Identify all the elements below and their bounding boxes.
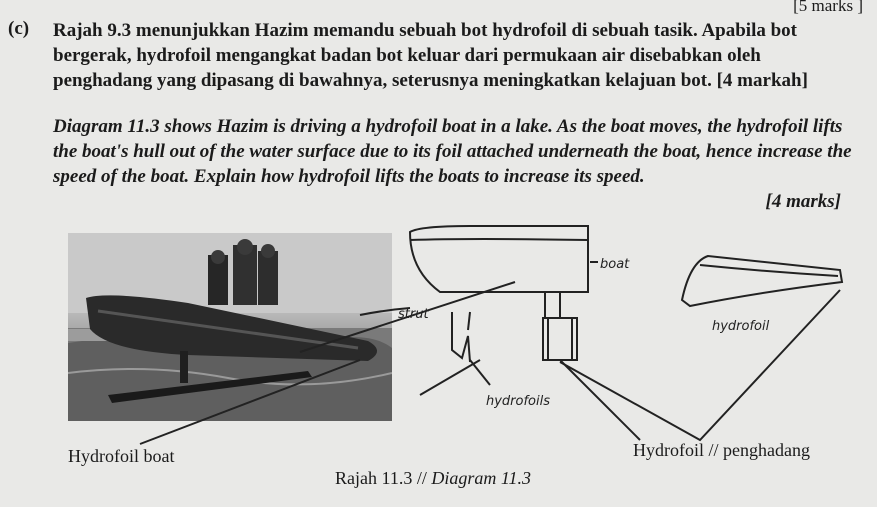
handwritten-boat: boat bbox=[600, 257, 630, 272]
figure-caption bbox=[335, 468, 531, 489]
caption-malay: Rajah 11.3 // bbox=[335, 468, 432, 488]
label-hydrofoil-boat: Hydrofoil boat bbox=[68, 446, 175, 466]
label-hydrofoil-penghadang: Hydrofoil // penghadang bbox=[633, 440, 810, 460]
handwritten-strut: strut bbox=[398, 307, 429, 322]
handwritten-hydrofoils: hydrofoils bbox=[486, 394, 551, 409]
question-english-body: Diagram 11.3 shows Hazim is driving a hydrofoil boat in a lake. As the boat moves, the hydrofoil lifts the boat's hull out of the water surface due to its foil attached underneath the boat, hence increase the speed of the boat. Explain how hydrofoil lifts the boats to increase its speed. bbox=[53, 116, 852, 187]
marks-top: [5 marks ] bbox=[793, 0, 863, 15]
marks-english: [4 marks] bbox=[765, 191, 841, 212]
question-text-malay: Rajah 9.3 menunjukkan Hazim memandu sebuah bot hydrofoil di sebuah tasik. Apabila bot bergerak, hydrofoil mengangkat badan bot keluar dari permukaan air disebabkan oleh penghadang yang dipasang di bawahnya, seterusnya meningkatkan kelajuan bot. [4 markah] bbox=[53, 20, 808, 91]
handwritten-hydrofoil: hydrofoil bbox=[712, 319, 770, 334]
question-label: (c) bbox=[8, 18, 30, 39]
caption-english: Diagram 11.3 bbox=[431, 468, 531, 488]
